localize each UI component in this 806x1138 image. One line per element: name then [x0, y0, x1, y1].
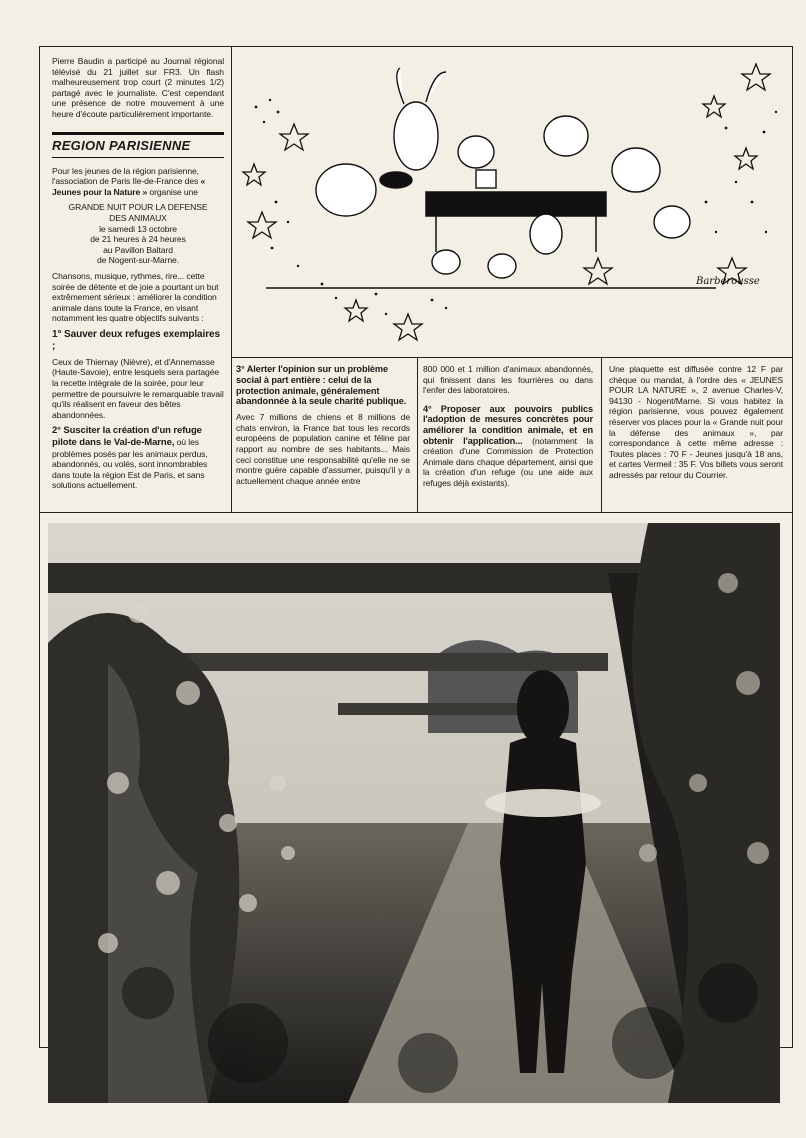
- event-intro: Pour les jeunes de la région parisienne, l'association de Paris Ile-de-France des « Jeunes pour la Nature » organise une: [52, 165, 206, 197]
- cartoon-illustration: [236, 52, 788, 352]
- column-rule: [231, 46, 232, 512]
- section-heading: REGION PARISIENNE: [52, 132, 224, 158]
- intro-paragraph: Pierre Baudin a participé au Journal régional télévisé du 21 juillet sur FR3. Un flash malheureusement trop court (2 minutes 1/2) partagé avec le journaliste. C'est cependant une présence de notre mouvement à une heure d'écoute particulièrement importante.: [52, 56, 224, 119]
- artist-signature: Barberousse: [696, 276, 760, 287]
- left-column: [52, 56, 224, 496]
- mouse-character: [432, 250, 460, 274]
- rabbit-character: [394, 102, 438, 170]
- objective-3-body: Avec 7 millions de chiens et 8 millions de chats environ, la France bat tous les records européens de population canine et féline par rapport au nombre de ses habitants... Mais ceci constitue une responsabilité qu'elle ne se montre guère capable d'assumer, puisqu'il y a actuellement chaque année entre: [236, 412, 410, 486]
- objective-2: 2° Susciter la création d'un refuge pilote dans le Val-de-Marne, où les problèmes posés par les animaux perdus, abandonnés, ou volés, sont innombrables dans toute la région Est de Paris, et sans solutions actuellement.: [52, 425, 208, 491]
- top-hat: [380, 172, 412, 188]
- event-purpose: Chansons, musique, rythmes, rire... cette soirée de détente et de joie a pourtant un but extrêmement sérieux : améliorer la condition animale dans toute la France, en visant notamment les quatre objectifs suivants :: [52, 270, 219, 324]
- objective-4: 4° Proposer aux pouvoirs publics l'adoption de mesures concrètes pour améliorer la condition animale, et en obtenir l'application... (notamment la création d'une Commission de Protection Animale dans chaque département, ainsi que la création d'un refuge (ou une aide aux refuges déjà existants).: [423, 403, 593, 488]
- column-3-intro: 800 000 et 1 million d'animaux abandonnés, qui finissent dans les fourrières ou dans l'enfer des laboratoires.: [423, 364, 593, 396]
- star-icon: [345, 300, 367, 321]
- walrus-character: [612, 148, 660, 192]
- star-icon: [248, 212, 276, 238]
- section-rule: [39, 512, 793, 513]
- event-details: GRANDE NUIT POUR LA DEFENSE DES ANIMAUX le samedi 13 octobre de 21 heures à 24 heures au Pavillon Baltard de Nogent-sur-Marne.: [68, 202, 208, 266]
- column-2: [236, 364, 410, 491]
- photo-woman-in-vineyard: [48, 523, 780, 1103]
- objective-1-title: 1° Sauver deux refuges exemplaires ;: [52, 328, 220, 352]
- objective-1-body: Ceux de Thiernay (Nièvre), et d'Annemasse (Haute-Savoie), entre lesquels sera partagée la recette intégrale de la soirée, pour leur permettre de poursuivre le remarquable travail qu'ils réalisent en faveur des bêtes abandonnées.: [52, 356, 224, 420]
- star-icon: [243, 164, 265, 185]
- small-cat-character: [530, 214, 562, 254]
- star-icon: [735, 148, 757, 169]
- star-icon: [584, 258, 612, 284]
- column-rule: [601, 357, 602, 512]
- column-3: [423, 364, 593, 494]
- booking-info: Une plaquette est diffusée contre 12 F par chèque ou mandat, à l'ordre des « JEUNES POUR LA NATURE », 2 avenue Charles-V, 94130 - Nogent/Marne. Si vous habitez la région parisienne, vous pouvez également réserver vos places pour la « Grande nuit pour la défense des animaux », par correspondance à cette même adresse : Toutes places : 70 F - Jeunes jusqu'à 18 ans, et cartes Vermeil : 35 F. Vos billets vous seront adressés par retour du Courrier.: [609, 364, 783, 480]
- dice: [476, 170, 496, 188]
- drum: [654, 206, 690, 238]
- objective-3-title: 3° Alerter l'opinion sur un problème social à part entière : celui de la protection animale, généralement abandonnée à la seule charité publique.: [236, 364, 407, 407]
- dog-character: [544, 116, 588, 156]
- star-icon: [394, 314, 422, 340]
- cat-character: [316, 164, 376, 216]
- star-icon: [742, 64, 770, 90]
- column-rule: [417, 357, 418, 512]
- star-icon: [703, 96, 725, 117]
- bird-character: [458, 136, 494, 168]
- section-rule: [231, 357, 793, 358]
- star-icon: [280, 124, 308, 150]
- mouse-character: [488, 254, 516, 278]
